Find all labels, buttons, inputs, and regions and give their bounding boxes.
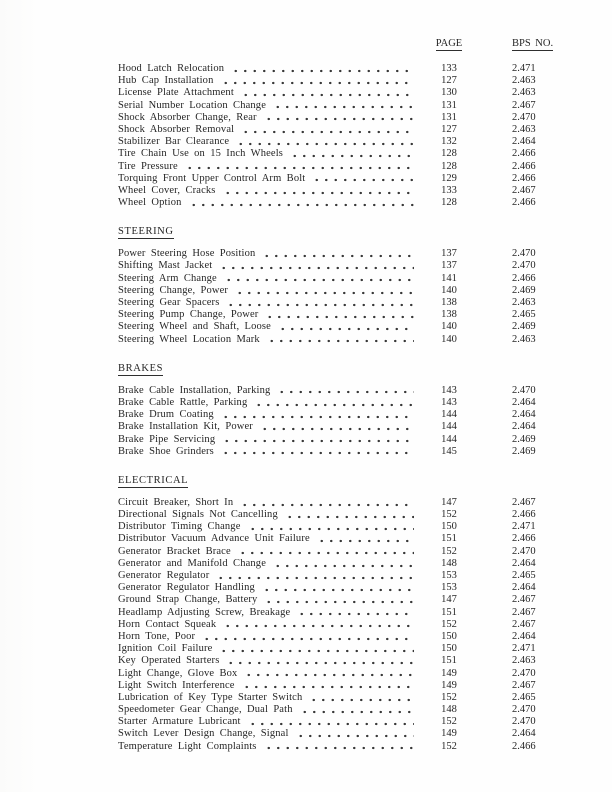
entry-title: Torquing Front Upper Control Arm Bolt	[118, 172, 306, 184]
entry-bps-number: 2.470	[512, 545, 536, 557]
entry-page-number: 152	[441, 691, 457, 703]
dot-leader	[264, 741, 414, 753]
toc-row	[118, 334, 556, 346]
dot-leader	[264, 112, 414, 124]
entry-bps-number: 2.470	[512, 667, 536, 679]
entry-title: Steering Change, Power	[118, 284, 229, 296]
toc-row	[118, 112, 556, 124]
toc-row	[118, 409, 556, 421]
toc-row	[118, 124, 556, 136]
dot-leader	[254, 397, 414, 409]
column-header-bps: BPS NO.	[512, 38, 554, 49]
entry-bps-number: 2.470	[512, 260, 536, 272]
entry-bps-number: 2.466	[512, 509, 536, 521]
toc-row	[118, 197, 556, 209]
entry-bps-number: 2.467	[512, 618, 536, 630]
dot-leader	[285, 509, 414, 521]
entry-title: Directional Signals Not Cancelling	[118, 509, 278, 521]
entry-bps-number: 2.470	[512, 716, 536, 728]
toc-section	[118, 63, 556, 209]
column-header-row	[118, 38, 556, 51]
entry-title: Lubrication of Key Type Starter Switch	[118, 691, 303, 703]
dot-leader	[241, 87, 414, 99]
toc-row	[118, 631, 556, 643]
dot-leader	[300, 704, 414, 716]
dot-leader	[216, 570, 414, 582]
entry-page-number: 147	[441, 496, 457, 508]
entry-title: License Plate Attachment	[118, 87, 234, 99]
entry-bps-number: 2.471	[512, 63, 536, 74]
toc-section	[118, 226, 556, 346]
toc-row	[118, 297, 556, 309]
toc-row	[118, 607, 556, 619]
entry-title: Key Operated Starters	[118, 655, 220, 667]
toc-row	[118, 546, 556, 558]
toc-row	[118, 521, 556, 533]
entry-title: Steering Pump Change, Power	[118, 309, 259, 321]
entry-title: Brake Shoe Grinders	[118, 445, 214, 457]
entry-bps-number: 2.466	[512, 272, 536, 284]
entry-bps-number: 2.463	[512, 123, 536, 135]
entry-page-number: 150	[441, 630, 457, 642]
entry-page-number: 153	[441, 570, 457, 581]
entry-page-number: 152	[441, 716, 457, 728]
toc-row	[118, 63, 556, 75]
entry-page-number: 144	[441, 433, 457, 445]
entry-page-number: 138	[441, 309, 457, 321]
dot-leader	[226, 655, 414, 667]
dot-leader	[223, 185, 414, 197]
entry-title: Ground Strap Change, Battery	[118, 594, 258, 606]
entry-title: Generator Regulator Handling	[118, 582, 255, 594]
dot-leader	[219, 643, 414, 655]
toc-row	[118, 497, 556, 509]
entry-title: Shifting Mast Jacket	[118, 260, 213, 272]
entry-bps-number: 2.465	[512, 309, 536, 321]
entry-bps-number: 2.466	[512, 740, 536, 752]
toc-row	[118, 385, 556, 397]
entry-bps-number: 2.463	[512, 87, 536, 99]
dot-leader	[189, 197, 415, 209]
entry-page-number: 148	[441, 704, 457, 716]
section-title-row	[118, 475, 556, 488]
entry-bps-number: 2.465	[512, 691, 536, 703]
entry-bps-number: 2.464	[512, 582, 536, 594]
toc-row	[118, 728, 556, 740]
entry-bps-number: 2.469	[512, 321, 536, 333]
entry-page-number: 149	[441, 667, 457, 679]
section-title-row	[118, 226, 556, 239]
entry-bps-number: 2.469	[512, 284, 536, 296]
entry-page-number: 137	[441, 248, 457, 260]
entry-page-number: 130	[441, 87, 457, 99]
entry-page-number: 148	[441, 557, 457, 569]
section-rows	[118, 248, 556, 346]
entry-page-number: 140	[441, 284, 457, 296]
dot-leader	[223, 619, 414, 631]
entry-title: Serial Number Location Change	[118, 99, 267, 111]
entry-bps-number: 2.464	[512, 396, 536, 408]
dot-leader	[297, 607, 414, 619]
entry-page-number: 138	[441, 297, 457, 308]
entry-title: Distributor Vacuum Advance Unit Failure	[118, 533, 310, 545]
dot-leader	[267, 334, 414, 346]
entry-page-number: 147	[441, 594, 457, 606]
entry-page-number: 140	[441, 333, 457, 345]
toc-row	[118, 87, 556, 99]
entry-page-number: 131	[441, 111, 457, 123]
entry-page-number: 143	[441, 384, 457, 396]
entry-bps-number: 2.466	[512, 172, 536, 184]
entry-title: Hub Cap Installation	[118, 75, 214, 87]
toc-row	[118, 619, 556, 631]
entry-page-number: 144	[441, 409, 457, 421]
entry-title: Speedometer Gear Change, Dual Path	[118, 704, 293, 716]
dot-leader	[244, 668, 414, 680]
dot-leader	[278, 321, 414, 333]
toc-row	[118, 570, 556, 582]
entry-page-number: 137	[441, 260, 457, 272]
entry-page-number: 128	[441, 197, 457, 209]
section-title: ELECTRICAL	[118, 474, 189, 486]
dot-leader	[264, 594, 414, 606]
entry-bps-number: 2.467	[512, 679, 536, 691]
entry-title: Temperature Light Complaints	[118, 740, 257, 752]
dot-leader	[221, 75, 415, 87]
dot-leader	[221, 409, 414, 421]
entry-bps-number: 2.467	[512, 184, 536, 196]
toc-row	[118, 434, 556, 446]
dot-leader	[231, 63, 414, 75]
toc-row	[118, 148, 556, 160]
entry-page-number: 143	[441, 396, 457, 408]
dot-leader	[236, 136, 414, 148]
dot-leader	[226, 297, 414, 309]
entry-title: Horn Tone, Poor	[118, 630, 196, 642]
entry-page-number: 149	[441, 728, 457, 740]
dot-leader	[262, 248, 414, 260]
dot-leader	[241, 124, 414, 136]
entry-page-number: 140	[441, 321, 457, 333]
entry-bps-number: 2.466	[512, 160, 536, 172]
toc-row	[118, 100, 556, 112]
entry-bps-number: 2.470	[512, 111, 536, 123]
entry-title: Ignition Coil Failure	[118, 643, 213, 655]
entry-title: Brake Installation Kit, Power	[118, 421, 253, 433]
toc-row	[118, 716, 556, 728]
toc-row	[118, 655, 556, 667]
toc-row	[118, 273, 556, 285]
entry-bps-number: 2.465	[512, 570, 536, 581]
entry-bps-number: 2.467	[512, 594, 536, 606]
toc-row	[118, 248, 556, 260]
entry-title: Generator Regulator	[118, 570, 210, 581]
toc-row	[118, 136, 556, 148]
entry-title: Shock Absorber Change, Rear	[118, 111, 257, 123]
dot-leader	[248, 521, 414, 533]
entry-title: Wheel Option	[118, 197, 182, 209]
entry-title: Steering Wheel Location Mark	[118, 333, 260, 345]
entry-page-number: 151	[441, 606, 457, 618]
entry-title: Starter Armature Lubricant	[118, 716, 241, 728]
entry-bps-number: 2.466	[512, 197, 536, 209]
toc-row	[118, 397, 556, 409]
entry-title: Power Steering Hose Position	[118, 248, 256, 260]
dot-leader	[260, 421, 414, 433]
entry-bps-number: 2.470	[512, 704, 536, 716]
toc-row	[118, 185, 556, 197]
entry-title: Brake Pipe Servicing	[118, 433, 216, 445]
entry-bps-number: 2.467	[512, 99, 536, 111]
toc-row	[118, 75, 556, 87]
entry-title: Brake Drum Coating	[118, 409, 214, 421]
entry-page-number: 153	[441, 582, 457, 594]
entry-bps-number: 2.464	[512, 421, 536, 433]
dot-leader	[273, 100, 414, 112]
entry-page-number: 132	[441, 136, 457, 148]
section-title: STEERING	[118, 226, 174, 238]
dot-leader	[309, 692, 414, 704]
entry-title: Hood Latch Relocation	[118, 63, 225, 74]
column-header-page: PAGE	[435, 38, 463, 49]
column-header-page-cell	[418, 38, 480, 50]
entry-bps-number: 2.464	[512, 136, 536, 148]
toc-row	[118, 509, 556, 521]
entry-page-number: 152	[441, 545, 457, 557]
entry-title: Circuit Breaker, Short In	[118, 496, 234, 508]
entry-page-number: 141	[441, 272, 457, 284]
section-title: BRAKES	[118, 362, 164, 374]
entry-page-number: 127	[441, 75, 457, 87]
toc-row	[118, 533, 556, 545]
dot-leader	[240, 497, 414, 509]
entry-bps-number: 2.470	[512, 384, 536, 396]
entry-page-number: 129	[441, 172, 457, 184]
dot-leader	[317, 533, 414, 545]
entry-title: Tire Pressure	[118, 160, 178, 172]
entry-page-number: 128	[441, 148, 457, 160]
toc-sections	[118, 63, 556, 753]
dot-leader	[221, 446, 414, 458]
entry-page-number: 151	[441, 533, 457, 545]
toc-content	[118, 38, 556, 753]
toc-row	[118, 692, 556, 704]
toc-section	[118, 475, 556, 753]
entry-page-number: 150	[441, 643, 457, 655]
entry-page-number: 149	[441, 679, 457, 691]
entry-page-number: 128	[441, 160, 457, 172]
entry-title: Brake Cable Rattle, Parking	[118, 396, 248, 408]
dot-leader	[224, 273, 414, 285]
entry-page-number: 150	[441, 521, 457, 533]
entry-title: Generator and Manifold Change	[118, 557, 267, 569]
dot-leader	[185, 161, 414, 173]
toc-row	[118, 582, 556, 594]
entry-page-number: 131	[441, 99, 457, 111]
entry-bps-number: 2.463	[512, 655, 536, 667]
toc-row	[118, 285, 556, 297]
dot-leader	[219, 260, 414, 272]
toc-row	[118, 558, 556, 570]
entry-title: Light Switch Interference	[118, 679, 235, 691]
entry-bps-number: 2.464	[512, 409, 536, 421]
toc-row	[118, 173, 556, 185]
section-title-row	[118, 363, 556, 376]
column-header-bps-cell	[512, 38, 556, 50]
toc-section	[118, 363, 556, 458]
toc-row	[118, 741, 556, 753]
entry-title: Wheel Cover, Cracks	[118, 184, 216, 196]
dot-leader	[312, 173, 414, 185]
entry-bps-number: 2.464	[512, 630, 536, 642]
entry-title: Generator Bracket Brace	[118, 545, 231, 557]
entry-title: Brake Cable Installation, Parking	[118, 384, 271, 396]
toc-row	[118, 680, 556, 692]
dot-leader	[262, 582, 414, 594]
dot-leader	[238, 546, 414, 558]
entry-page-number: 145	[441, 445, 457, 457]
entry-page-number: 152	[441, 618, 457, 630]
dot-leader	[242, 680, 414, 692]
entry-bps-number: 2.466	[512, 533, 536, 545]
dot-leader	[277, 385, 414, 397]
entry-page-number: 127	[441, 123, 457, 135]
entry-bps-number: 2.467	[512, 606, 536, 618]
entry-page-number: 133	[441, 63, 457, 74]
dot-leader	[222, 434, 414, 446]
entry-bps-number: 2.471	[512, 521, 536, 533]
dot-leader	[273, 558, 414, 570]
entry-bps-number: 2.471	[512, 643, 536, 655]
entry-bps-number: 2.470	[512, 248, 536, 260]
dot-leader	[265, 309, 414, 321]
entry-page-number: 144	[441, 421, 457, 433]
dot-leader	[296, 728, 414, 740]
toc-row	[118, 704, 556, 716]
entry-title: Headlamp Adjusting Screw, Breakage	[118, 606, 291, 618]
toc-row	[118, 421, 556, 433]
entry-title: Steering Arm Change	[118, 272, 217, 284]
entry-title: Stabilizer Bar Clearance	[118, 136, 230, 148]
entry-bps-number: 2.469	[512, 433, 536, 445]
dot-leader	[248, 716, 414, 728]
entry-bps-number: 2.464	[512, 728, 536, 740]
entry-title: Tire Chain Use on 15 Inch Wheels	[118, 148, 284, 160]
entry-title: Light Change, Glove Box	[118, 667, 238, 679]
toc-row	[118, 446, 556, 458]
entry-page-number: 152	[441, 509, 457, 521]
section-rows	[118, 385, 556, 458]
dot-leader	[235, 285, 414, 297]
entry-title: Steering Gear Spacers	[118, 297, 220, 308]
entry-bps-number: 2.467	[512, 496, 536, 508]
dot-leader	[290, 148, 414, 160]
entry-bps-number: 2.466	[512, 148, 536, 160]
entry-page-number: 133	[441, 184, 457, 196]
toc-row	[118, 309, 556, 321]
entry-title: Switch Lever Design Change, Signal	[118, 728, 289, 740]
entry-title: Shock Absorber Removal	[118, 123, 235, 135]
section-rows	[118, 497, 556, 753]
entry-bps-number: 2.469	[512, 445, 536, 457]
entry-bps-number: 2.463	[512, 297, 536, 308]
section-rows	[118, 63, 556, 209]
dot-leader	[202, 631, 414, 643]
toc-row	[118, 643, 556, 655]
toc-row	[118, 321, 556, 333]
entry-title: Horn Contact Squeak	[118, 618, 217, 630]
entry-page-number: 152	[441, 740, 457, 752]
toc-row	[118, 161, 556, 173]
entry-page-number: 151	[441, 655, 457, 667]
entry-title: Steering Wheel and Shaft, Loose	[118, 321, 271, 333]
toc-row	[118, 594, 556, 606]
entry-bps-number: 2.463	[512, 333, 536, 345]
entry-bps-number: 2.463	[512, 75, 536, 87]
toc-row	[118, 260, 556, 272]
entry-bps-number: 2.464	[512, 557, 536, 569]
entry-title: Distributor Timing Change	[118, 521, 241, 533]
toc-row	[118, 668, 556, 680]
